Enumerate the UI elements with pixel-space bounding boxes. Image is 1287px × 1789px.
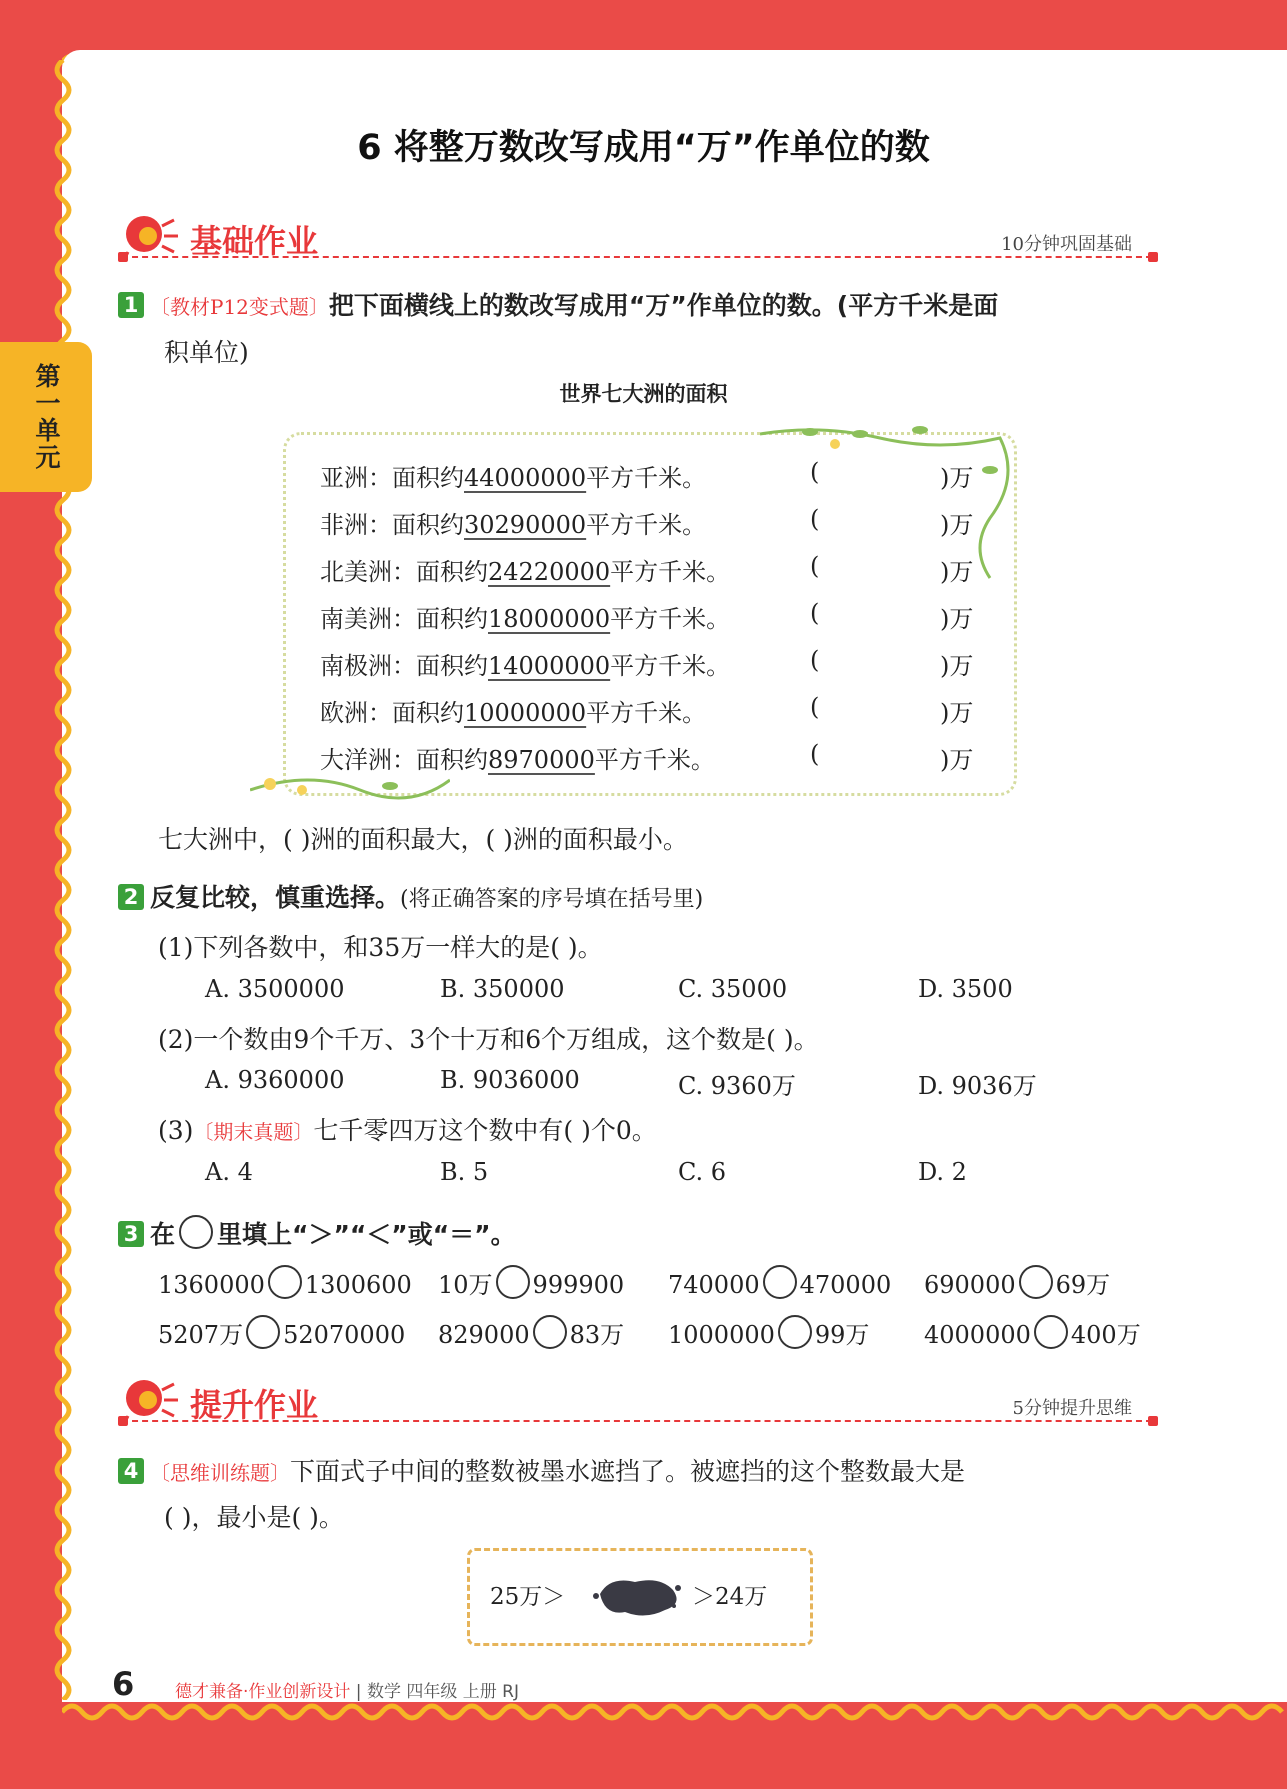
continent-unit: 平方千米。 bbox=[610, 605, 731, 633]
question-1 bbox=[118, 286, 998, 322]
unit-side-tab-label: 第一单元 bbox=[32, 363, 61, 471]
option-d[interactable]: D. 3500 bbox=[918, 975, 1013, 1003]
compare-item bbox=[924, 1265, 1110, 1300]
option-d[interactable]: D. 2 bbox=[918, 1158, 967, 1186]
continent-name: 亚洲：面积约 bbox=[320, 464, 464, 492]
compare-left: 740000 bbox=[668, 1271, 760, 1299]
question-1-text: 把下面横线上的数改写成用“万”作单位的数。(平方千米是面 bbox=[328, 291, 999, 320]
continent-unit: 平方千米。 bbox=[594, 746, 715, 774]
compare-right: 69万 bbox=[1055, 1271, 1111, 1299]
unit-side-tab bbox=[0, 342, 92, 492]
continent-row bbox=[320, 599, 730, 634]
compare-right: 400万 bbox=[1070, 1321, 1141, 1349]
option-c[interactable]: C. 6 bbox=[678, 1158, 727, 1186]
question-2-hint: (将正确答案的序号填在括号里) bbox=[400, 887, 704, 912]
question-number-4: 4 bbox=[118, 1458, 144, 1484]
section-time-advanced: 5分钟提升思维 bbox=[1012, 1398, 1132, 1419]
question-4-text: 下面式子中间的整数被墨水遮挡了。被遮挡的这个整数最大是 bbox=[290, 1457, 966, 1486]
section-rule bbox=[122, 1420, 1152, 1422]
compare-right: 1300600 bbox=[304, 1271, 412, 1299]
question-2-3-tag: 〔期末真题〕 bbox=[193, 1120, 314, 1144]
continent-unit: 平方千米。 bbox=[610, 558, 731, 586]
question-4-tag: 〔思维训练题〕 bbox=[150, 1461, 290, 1485]
question-number-1: 1 bbox=[118, 292, 144, 318]
continent-row bbox=[320, 693, 706, 728]
question-2-3-prefix: (3) bbox=[158, 1116, 194, 1145]
continent-area: 10000000 bbox=[464, 699, 587, 727]
continent-name: 南美洲：面积约 bbox=[320, 605, 488, 633]
bottom-wave-border bbox=[62, 1700, 1287, 1730]
answer-blank-close: )万 bbox=[940, 746, 974, 774]
vine-decoration-top bbox=[760, 420, 1020, 590]
question-1-summary[interactable]: 七大洲中，( )洲的面积最大，( )洲的面积最小。 bbox=[158, 825, 688, 854]
page-number: 6 bbox=[112, 1665, 135, 1703]
question-2-2-stem: (2)一个数由9个千万、3个十万和6个万组成，这个数是( )。 bbox=[158, 1025, 819, 1054]
continent-row bbox=[320, 646, 730, 681]
continent-row bbox=[320, 740, 715, 775]
ink-blot-icon bbox=[590, 1572, 685, 1616]
question-2 bbox=[118, 878, 703, 914]
continent-area: 44000000 bbox=[464, 464, 587, 492]
option-c[interactable]: C. 35000 bbox=[678, 975, 788, 1003]
answer-blank-open[interactable]: ( bbox=[810, 552, 820, 580]
answer-blank-open[interactable]: ( bbox=[810, 505, 820, 533]
compare-left: 4000000 bbox=[924, 1321, 1031, 1349]
question-2-3-stem bbox=[158, 1111, 657, 1147]
compare-right: 470000 bbox=[799, 1271, 892, 1299]
compare-left: 10万 bbox=[438, 1271, 493, 1299]
continent-area: 18000000 bbox=[488, 605, 611, 633]
footer-text: 德才兼备·作业创新设计 | 数学 四年级 上册 RJ bbox=[175, 1682, 519, 1702]
section-time-basic: 10分钟巩固基础 bbox=[1001, 234, 1132, 255]
continent-name: 大洋洲：面积约 bbox=[320, 746, 488, 774]
continent-area: 24220000 bbox=[488, 558, 611, 586]
compare-item bbox=[438, 1265, 624, 1300]
section-header-advanced bbox=[118, 1376, 1158, 1430]
compare-item bbox=[158, 1265, 412, 1299]
compare-right: 999900 bbox=[532, 1271, 625, 1299]
rule-end-right bbox=[1148, 252, 1158, 262]
question-number-3: 3 bbox=[118, 1221, 144, 1247]
answer-blank-close: )万 bbox=[940, 652, 974, 680]
compare-circle[interactable] bbox=[496, 1265, 530, 1299]
continent-unit: 平方千米。 bbox=[586, 699, 707, 727]
compare-item bbox=[438, 1315, 624, 1350]
continent-unit: 平方千米。 bbox=[586, 511, 707, 539]
question-3-text-pre: 在 bbox=[150, 1220, 176, 1249]
answer-blank-open[interactable]: ( bbox=[810, 458, 820, 486]
footer-brand: 德才兼备·作业创新设计 bbox=[175, 1682, 351, 1702]
compare-left: 5207万 bbox=[158, 1321, 244, 1349]
compare-circle[interactable] bbox=[1034, 1315, 1068, 1349]
compare-right: 52070000 bbox=[283, 1321, 406, 1349]
continent-row bbox=[320, 458, 706, 493]
answer-blank-close: )万 bbox=[940, 558, 974, 586]
continent-row bbox=[320, 552, 730, 587]
compare-right: 99万 bbox=[814, 1321, 870, 1349]
answer-blank-open[interactable]: ( bbox=[810, 693, 820, 721]
answer-blank-close: )万 bbox=[940, 605, 974, 633]
rule-end-right bbox=[1148, 1416, 1158, 1426]
answer-blank-open[interactable]: ( bbox=[810, 599, 820, 627]
option-a[interactable]: A. 9360000 bbox=[205, 1066, 345, 1094]
ink-expression-right: ＞24万 bbox=[692, 1584, 768, 1610]
compare-circle[interactable] bbox=[1019, 1265, 1053, 1299]
compare-left: 1360000 bbox=[158, 1271, 265, 1299]
continent-name: 非洲：面积约 bbox=[320, 511, 464, 539]
answer-blank-close: )万 bbox=[940, 511, 974, 539]
compare-left: 690000 bbox=[924, 1271, 1016, 1299]
continent-area: 8970000 bbox=[488, 746, 595, 774]
continents-title: 世界七大洲的面积 bbox=[559, 382, 728, 406]
continent-unit: 平方千米。 bbox=[610, 652, 731, 680]
section-label-basic: 基础作业 bbox=[190, 222, 319, 260]
option-b[interactable]: B. 5 bbox=[440, 1158, 489, 1186]
section-header-basic bbox=[118, 212, 1158, 266]
question-4 bbox=[118, 1452, 965, 1488]
continent-area: 30290000 bbox=[464, 511, 587, 539]
continent-name: 北美洲：面积约 bbox=[320, 558, 488, 586]
page-title: 6 将整万数改写成用“万”作单位的数 bbox=[357, 128, 930, 168]
compare-item bbox=[924, 1315, 1141, 1350]
option-a[interactable]: A. 3500000 bbox=[205, 975, 345, 1003]
question-1-text-cont: 积单位) bbox=[164, 338, 249, 367]
question-number-2: 2 bbox=[118, 884, 144, 910]
question-2-text: 反复比较，慎重选择。 bbox=[150, 883, 401, 912]
compare-circle[interactable] bbox=[533, 1315, 567, 1349]
compare-item bbox=[668, 1315, 869, 1350]
option-c[interactable]: C. 9360万 bbox=[678, 1072, 796, 1100]
question-3 bbox=[118, 1215, 516, 1251]
section-label-advanced: 提升作业 bbox=[190, 1386, 319, 1424]
compare-item bbox=[158, 1315, 405, 1350]
circle-icon bbox=[179, 1215, 213, 1249]
continent-area: 14000000 bbox=[488, 652, 611, 680]
question-4-blanks[interactable]: ( )，最小是( )。 bbox=[164, 1503, 344, 1532]
compare-circle[interactable] bbox=[268, 1265, 302, 1299]
option-b[interactable]: B. 350000 bbox=[440, 975, 565, 1003]
question-3-text-post: 里填上“＞”“＜”或“＝”。 bbox=[217, 1220, 516, 1249]
answer-blank-close: )万 bbox=[940, 699, 974, 727]
continent-name: 欧洲：面积约 bbox=[320, 699, 464, 727]
continent-unit: 平方千米。 bbox=[586, 464, 707, 492]
compare-circle[interactable] bbox=[246, 1315, 280, 1349]
answer-blank-open[interactable]: ( bbox=[810, 646, 820, 674]
compare-left: 829000 bbox=[438, 1321, 530, 1349]
question-2-1-stem: (1)下列各数中，和35万一样大的是( )。 bbox=[158, 933, 603, 962]
compare-circle[interactable] bbox=[778, 1315, 812, 1349]
compare-right: 83万 bbox=[569, 1321, 625, 1349]
question-2-3-text: 七千零四万这个数中有( )个0。 bbox=[313, 1116, 657, 1145]
answer-blank-close: )万 bbox=[940, 464, 974, 492]
option-d[interactable]: D. 9036万 bbox=[918, 1072, 1037, 1100]
question-1-tag: 〔教材P12变式题〕 bbox=[150, 295, 329, 319]
continent-row bbox=[320, 505, 706, 540]
option-a[interactable]: A. 4 bbox=[205, 1158, 253, 1186]
compare-circle[interactable] bbox=[763, 1265, 797, 1299]
compare-item bbox=[668, 1265, 891, 1299]
footer-subject: 数学 四年级 上册 RJ bbox=[366, 1682, 519, 1702]
answer-blank-open[interactable]: ( bbox=[810, 740, 820, 768]
section-rule bbox=[122, 256, 1152, 258]
left-wave-border bbox=[48, 60, 78, 1700]
option-b[interactable]: B. 9036000 bbox=[440, 1066, 580, 1094]
continent-name: 南极洲：面积约 bbox=[320, 652, 488, 680]
compare-left: 1000000 bbox=[668, 1321, 775, 1349]
ink-expression-left: 25万＞ bbox=[490, 1584, 566, 1610]
